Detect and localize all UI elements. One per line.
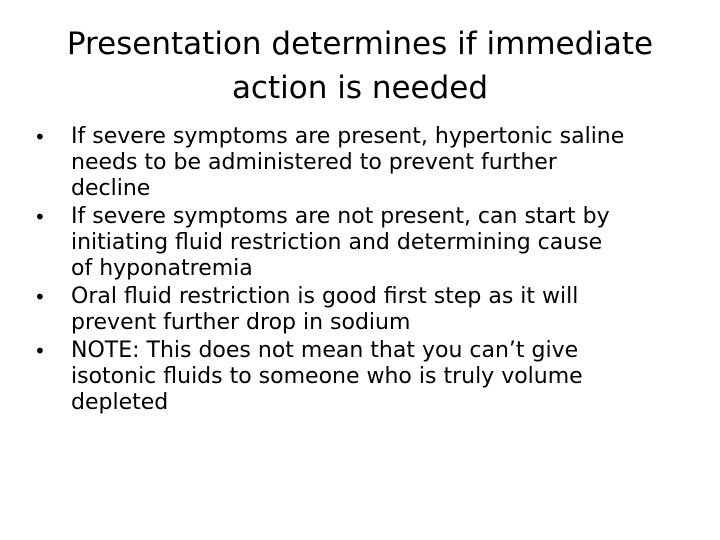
bullet-dot-icon: •: [34, 285, 46, 309]
bullet-item: [34, 204, 694, 282]
bullet-dot-icon: •: [34, 339, 46, 363]
bullet-line: If severe symptoms are not present, can start by: [71, 204, 610, 229]
bullet-dot-icon: •: [34, 205, 46, 229]
bullet-line: needs to be administered to prevent further: [71, 150, 557, 175]
slide-title: [36, 22, 684, 110]
bullet-line: initiating fluid restriction and determining cause: [71, 230, 603, 255]
bullet-line: of hyponatremia: [71, 256, 253, 281]
slide-title-text: Presentation determines if immediate action is needed: [66, 26, 654, 106]
bullet-line: Oral fluid restriction is good first step as it will: [71, 284, 579, 309]
bullet-item: [34, 338, 694, 416]
bullet-line: prevent further drop in sodium: [71, 310, 411, 335]
bullet-line: decline: [71, 176, 151, 201]
bullet-list: [34, 124, 694, 418]
bullet-line: depleted: [71, 390, 169, 415]
bullet-item: [34, 124, 694, 202]
bullet-dot-icon: •: [34, 125, 46, 149]
bullet-line: NOTE: This does not mean that you can’t give: [71, 338, 579, 363]
bullet-item: [34, 284, 694, 336]
bullet-line: If severe symptoms are present, hypertonic saline: [71, 124, 625, 149]
bullet-line: isotonic fluids to someone who is truly volume: [71, 364, 583, 389]
